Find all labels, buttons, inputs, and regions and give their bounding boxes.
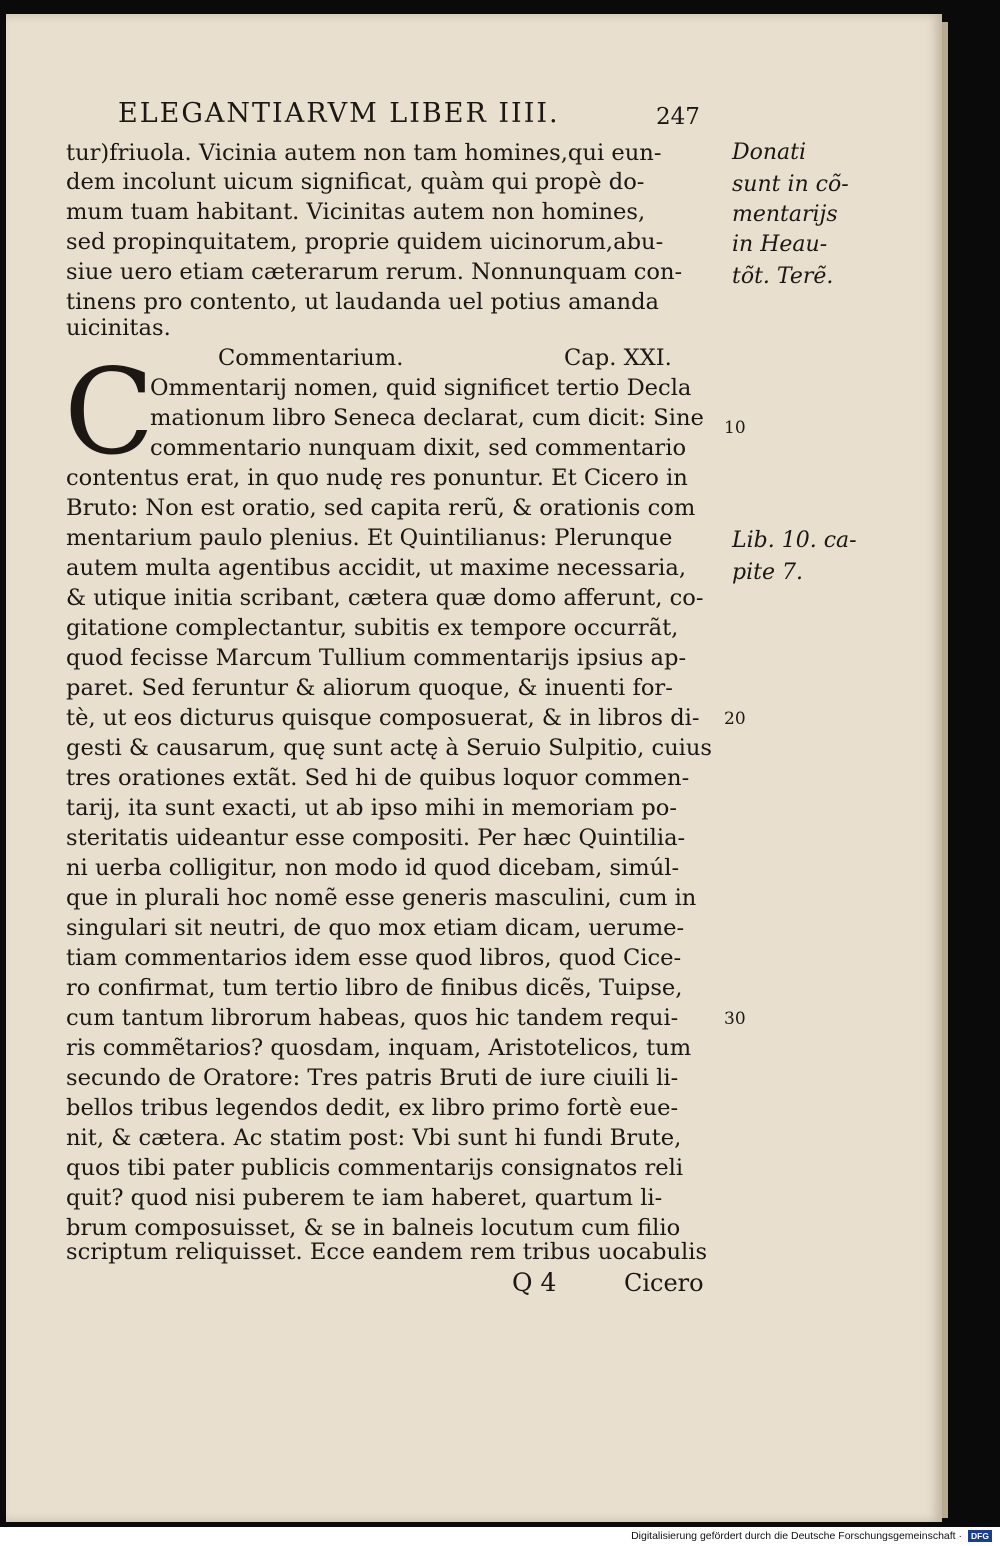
text-line: gesti & causarum, quę sunt actę à Seruio Sulpitio, cuius [66, 735, 713, 761]
text-line: singulari sit neutri, de quo mox etiam dicam, uerume- [66, 915, 685, 941]
footer-credit: Digitalisierung gefördert durch die Deutsche Forschungsgemeinschaft · [631, 1530, 962, 1542]
text-line: paret. Sed feruntur & aliorum quoque, & inuenti for- [66, 675, 673, 701]
line-number: 20 [724, 709, 746, 729]
text-line: quos tibi pater publicis commentarijs consignatos reli [66, 1155, 684, 1181]
drop-capital: C [64, 343, 155, 481]
text-line: dem incolunt uicum significat, quàm qui propè do- [66, 169, 645, 195]
page-number: 247 [656, 104, 700, 130]
page-edge [942, 22, 948, 1518]
text-line: uicinitas. [66, 315, 171, 341]
margin-note: tõt. Terẽ. [732, 264, 834, 289]
chapter-heading [218, 343, 718, 373]
margin-note: Lib. 10. ca- [732, 528, 857, 553]
text-line: commentario nunquam dixit, sed commentario [150, 435, 687, 461]
text-line: cum tantum librorum habeas, quos hic tandem requi- [66, 1005, 679, 1031]
text-line: mum tuam habitant. Vicinitas autem non homines, [66, 199, 646, 225]
margin-note: in Heau- [732, 232, 828, 257]
text-line: mationum libro Seneca declarat, cum dicit: Sine [150, 405, 704, 431]
running-header [118, 98, 718, 134]
text-line: que in plurali hoc nomẽ esse generis masculini, cum in [66, 885, 697, 911]
text-line: tur)friuola. Vicinia autem non tam homines,qui eun- [66, 140, 662, 166]
chapter-number: Cap. XXI. [564, 345, 672, 371]
text-line: bellos tribus legendos dedit, ex libro primo fortè eue- [66, 1095, 679, 1121]
text-line: secundo de Oratore: Tres patris Bruti de iure ciuili li- [66, 1065, 679, 1091]
text-line: tarij, ita sunt exacti, ut ab ipso mihi in memoriam po- [66, 795, 677, 821]
text-line: autem multa agentibus accidit, ut maxime necessaria, [66, 555, 687, 581]
dfg-logo-icon: DFG [968, 1530, 992, 1542]
line-number: 10 [724, 418, 746, 438]
margin-note: mentarijs [732, 202, 838, 227]
text-line: tè, ut eos dicturus quisque composuerat, & in libros di- [66, 705, 700, 731]
text-line: & utique initia scribant, cætera quæ domo afferunt, co- [66, 585, 704, 611]
text-line: Ommentarij nomen, quid significet tertio Decla [150, 375, 692, 401]
text-line: quit? quod nisi puberem te iam haberet, quartum li- [66, 1185, 663, 1211]
margin-note: Donati [732, 140, 807, 165]
catchword: Cicero [624, 1269, 704, 1297]
margin-note: sunt in cõ- [732, 172, 849, 197]
text-line: nit, & cætera. Ac statim post: Vbi sunt hi fundi Brute, [66, 1125, 682, 1151]
text-line: siue uero etiam cæterarum rerum. Nonnunquam con- [66, 259, 683, 285]
text-line: contentus erat, in quo nudę res ponuntur. Et Cicero in [66, 465, 688, 491]
text-line: ni uerba colligitur, non modo id quod dicebam, simúl- [66, 855, 680, 881]
text-line: gitatione complectantur, subitis ex tempore occurrãt, [66, 615, 679, 641]
text-line: quod fecisse Marcum Tullium commentarijs ipsius ap- [66, 645, 687, 671]
text-line: mentarium paulo plenius. Et Quintilianus: Plerunque [66, 525, 673, 551]
line-number: 30 [724, 1009, 746, 1029]
signature-mark: Q 4 [512, 1268, 557, 1297]
text-line: tres orationes extãt. Sed hi de quibus loquor commen- [66, 765, 690, 791]
text-line: tinens pro contento, ut laudanda uel potius amanda [66, 289, 659, 315]
text-line: tiam commentarios idem esse quod libros, quod Cice- [66, 945, 682, 971]
running-title: ELEGANTIARVM LIBER IIII. [118, 98, 560, 129]
text-line: ro confirmat, tum tertio libro de finibus dicẽs, Tuipse, [66, 975, 683, 1001]
text-line: scriptum reliquisset. Ecce eandem rem tribus uocabulis [66, 1239, 708, 1265]
text-line: sed propinquitatem, proprie quidem uicinorum,abu- [66, 229, 664, 255]
chapter-title: Commentarium. [218, 345, 404, 371]
text-line: Bruto: Non est oratio, sed capita rerũ, & orationis com [66, 495, 696, 521]
text-line: ris commẽtarios? quosdam, inquam, Aristotelicos, tum [66, 1035, 692, 1061]
text-line: steritatis uideantur esse compositi. Per hæc Quintilia- [66, 825, 686, 851]
margin-note: pite 7. [732, 560, 803, 585]
text-line: brum composuisset, & se in balneis locutum cum filio [66, 1215, 681, 1241]
